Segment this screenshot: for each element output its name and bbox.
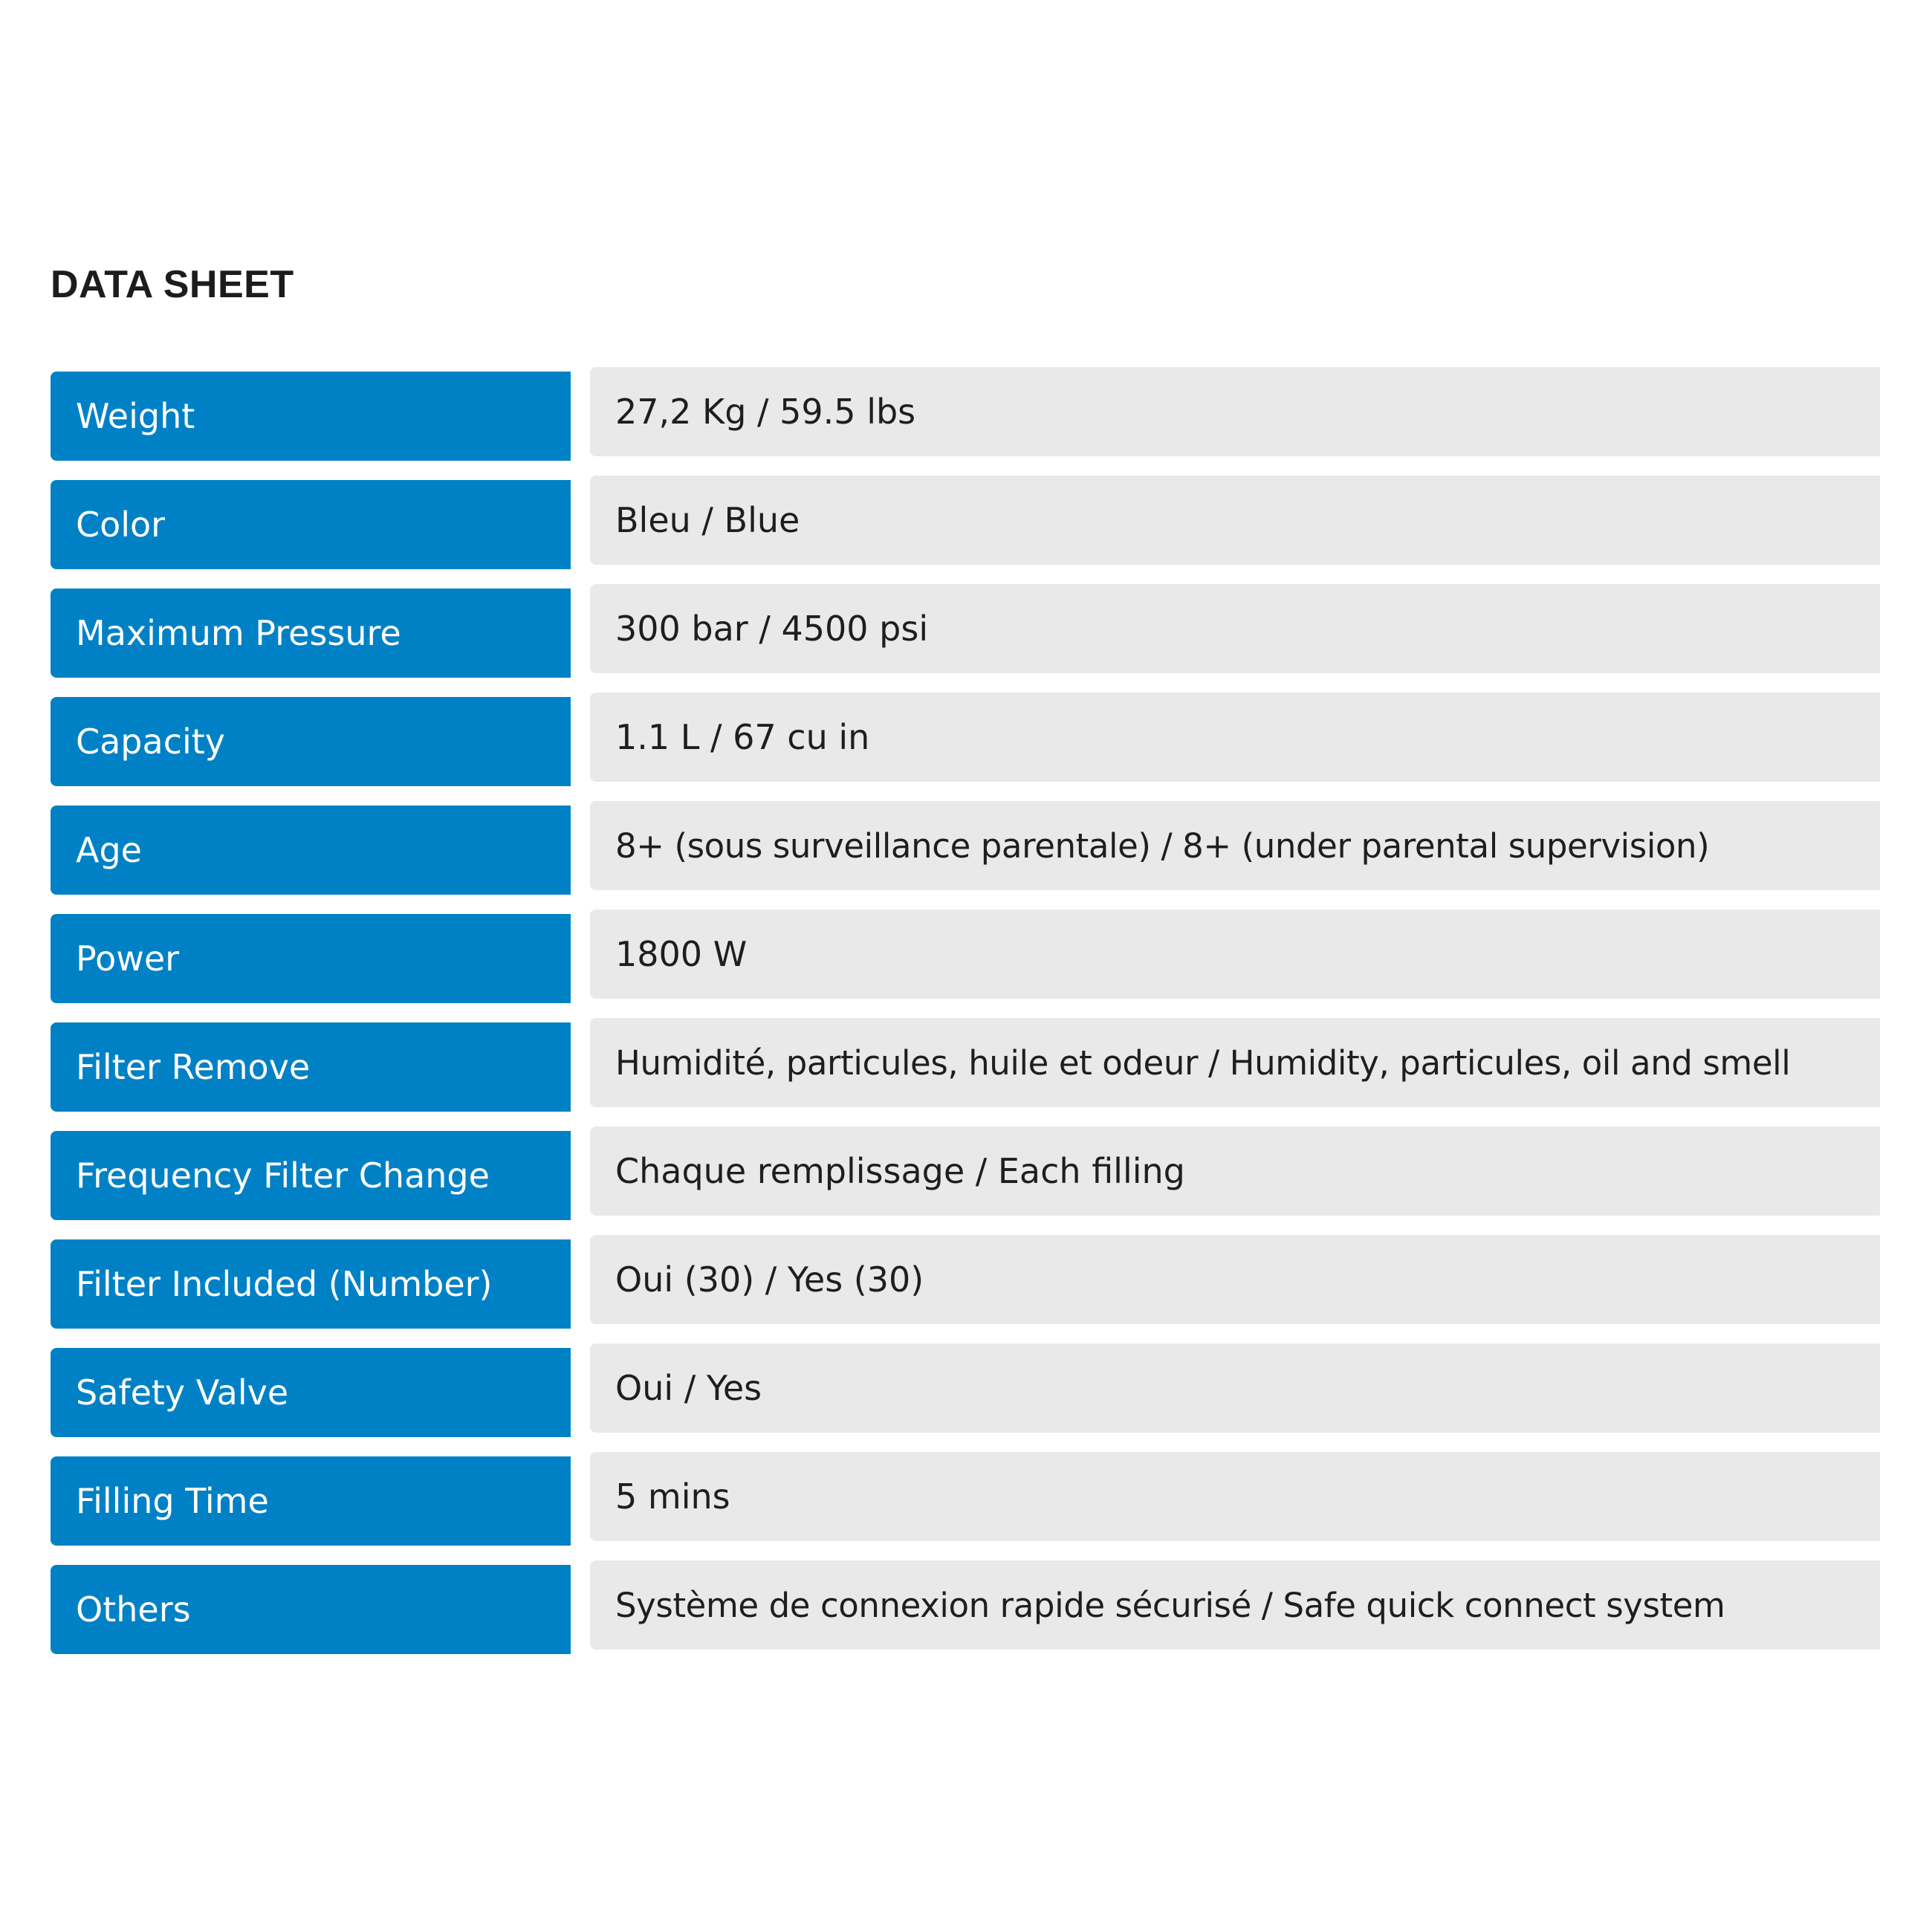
spec-label: Safety Valve [76, 1372, 289, 1413]
spec-row-weight [51, 367, 1880, 456]
spec-value: Humidité, particules, huile et odeur / Humidity, particules, oil and smell [615, 1043, 1791, 1083]
spec-value-cell [590, 910, 1880, 999]
spec-value: 27,2 Kg / 59.5 lbs [615, 392, 916, 432]
spec-label-cell [51, 480, 571, 569]
spec-label-cell [51, 1348, 571, 1437]
spec-label-cell [51, 1022, 571, 1112]
spec-value: Oui / Yes [615, 1368, 762, 1408]
spec-value: Bleu / Blue [615, 500, 800, 540]
spec-label-cell [51, 1239, 571, 1329]
spec-value-cell [590, 476, 1880, 565]
spec-value-cell [590, 1127, 1880, 1216]
spec-label: Filter Remove [76, 1047, 311, 1087]
spec-value-cell [590, 1235, 1880, 1324]
spec-row-color [51, 476, 1880, 565]
spec-row-maximum-pressure [51, 584, 1880, 673]
spec-row-others [51, 1560, 1880, 1650]
spec-value: 5 mins [615, 1476, 730, 1517]
spec-value-cell [590, 801, 1880, 890]
spec-label: Capacity [76, 722, 226, 762]
spec-value: Chaque remplissage / Each filling [615, 1151, 1185, 1191]
spec-value: 1.1 L / 67 cu in [615, 717, 870, 757]
spec-label-cell [51, 1565, 571, 1654]
spec-row-power [51, 910, 1880, 999]
spec-value-cell [590, 1343, 1880, 1433]
spec-row-safety-valve [51, 1343, 1880, 1433]
spec-label-cell [51, 805, 571, 895]
spec-label-cell [51, 589, 571, 678]
spec-label: Power [76, 939, 180, 979]
spec-label: Weight [76, 396, 195, 436]
spec-value: Système de connexion rapide sécurisé / Safe quick connect system [615, 1585, 1725, 1625]
spec-row-frequency-filter-change [51, 1127, 1880, 1216]
spec-row-filter-remove [51, 1018, 1880, 1107]
spec-table [51, 367, 1880, 1669]
spec-row-age [51, 801, 1880, 890]
spec-value: 8+ (sous surveillance parentale) / 8+ (under parental supervision) [615, 826, 1710, 866]
spec-value-cell [590, 1560, 1880, 1650]
spec-value-cell [590, 367, 1880, 456]
spec-label-cell [51, 372, 571, 461]
spec-row-capacity [51, 693, 1880, 782]
spec-label: Others [76, 1589, 191, 1630]
spec-value: 300 bar / 4500 psi [615, 609, 929, 649]
spec-value-cell [590, 1018, 1880, 1107]
spec-value: Oui (30) / Yes (30) [615, 1260, 924, 1300]
spec-value-cell [590, 693, 1880, 782]
spec-label: Filling Time [76, 1481, 269, 1521]
spec-label: Age [76, 830, 142, 870]
spec-row-filling-time [51, 1452, 1880, 1541]
spec-label-cell [51, 1456, 571, 1546]
spec-label-cell [51, 697, 571, 786]
spec-label: Frequency Filter Change [76, 1155, 490, 1196]
spec-value: 1800 W [615, 934, 748, 974]
spec-value-cell [590, 1452, 1880, 1541]
spec-value-cell [590, 584, 1880, 673]
spec-label-cell [51, 914, 571, 1003]
spec-label-cell [51, 1131, 571, 1220]
spec-label: Filter Included (Number) [76, 1264, 493, 1304]
spec-label: Color [76, 505, 166, 545]
spec-label: Maximum Pressure [76, 613, 401, 653]
spec-row-filter-included [51, 1235, 1880, 1324]
page-title: DATA SHEET [51, 263, 294, 306]
